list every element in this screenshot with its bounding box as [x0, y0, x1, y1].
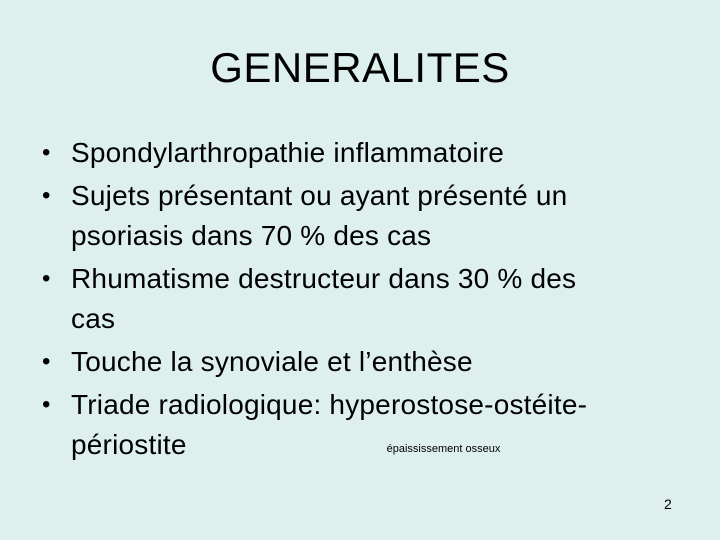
bullet-text: Sujets présentant ou ayant présenté un [71, 180, 568, 211]
bullet-text: Spondylarthropathie inflammatoire [71, 137, 505, 168]
bullet-item [42, 385, 682, 465]
bullet-icon: • [42, 182, 51, 209]
bullet-text: Rhumatisme destructeur dans 30 % des [71, 263, 577, 294]
bullet-text: Touche la synoviale et l’enthèse [71, 346, 473, 377]
bullet-text-fragment: périostite [71, 429, 187, 460]
bullet-list [42, 133, 682, 468]
slide-title: GENERALITES [210, 44, 510, 91]
bullet-icon: • [42, 139, 51, 166]
page-number: 2 [664, 496, 672, 512]
bullet-text-continuation: cas [71, 303, 116, 334]
bullet-text-continuation [71, 425, 682, 465]
bullet-item [42, 133, 682, 173]
bullet-icon: • [42, 391, 51, 418]
bullet-item [42, 342, 682, 382]
bullet-item [42, 176, 682, 256]
bullet-icon: • [42, 348, 51, 375]
annotation-note: épaississement osseux [386, 443, 501, 455]
bullet-item [42, 259, 682, 339]
bullet-text-continuation: psoriasis dans 70 % des cas [71, 220, 432, 251]
bullet-icon: • [42, 265, 51, 292]
bullet-text: Triade radiologique: hyperostose-ostéite- [71, 389, 588, 420]
